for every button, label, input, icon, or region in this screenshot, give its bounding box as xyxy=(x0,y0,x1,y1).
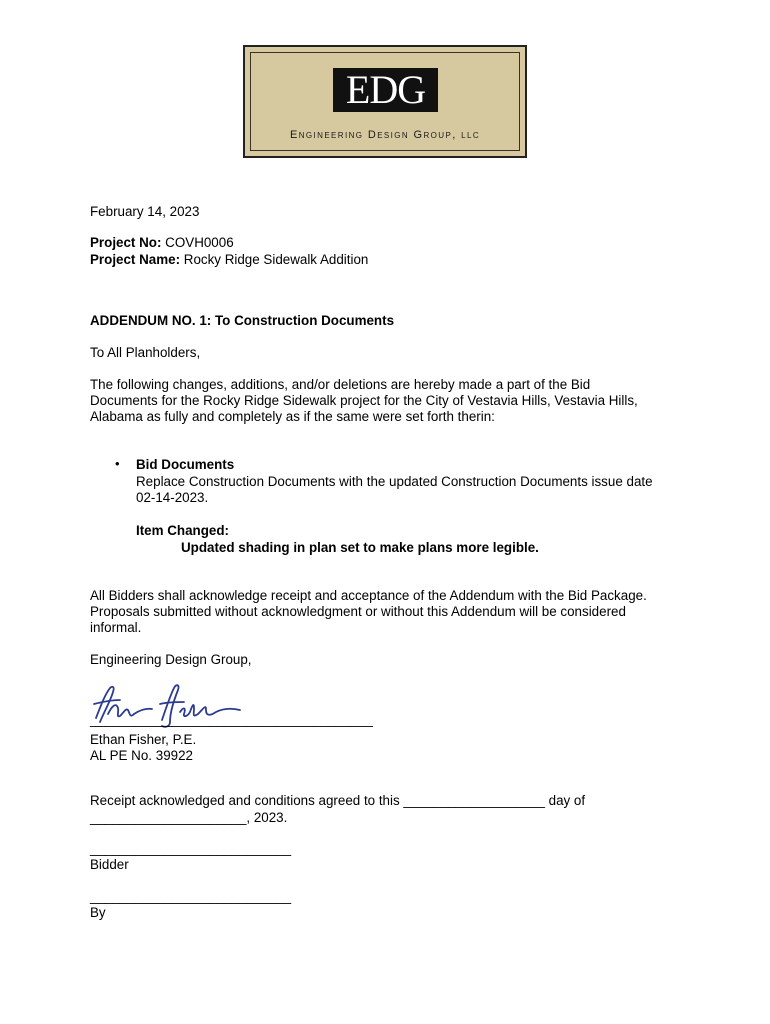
receipt-line: _____________________, 2023. xyxy=(90,810,288,825)
project-number-value: COVH0006 xyxy=(165,235,234,250)
logo-company-name: Engineering Design Group, llc xyxy=(289,129,481,141)
item-changed-text: Updated shading in plan set to make plans more legible. xyxy=(181,540,539,555)
by-blank: ___________________________ xyxy=(90,889,292,904)
project-name-value: Rocky Ridge Sidewalk Addition xyxy=(183,252,369,267)
project-number-label: Project No: xyxy=(90,235,162,250)
bidder-blank: ___________________________ xyxy=(90,841,292,856)
intro-line: Alabama as fully and completely as if the same were set forth therin: xyxy=(90,409,495,424)
project-number-row xyxy=(90,235,234,252)
bullet-marker: • xyxy=(115,456,120,471)
receipt-line: Receipt acknowledged and conditions agreed to this ___________________ day of xyxy=(90,793,586,808)
bidder-label: Bidder xyxy=(90,857,129,872)
company-logo xyxy=(243,45,527,158)
project-name-label: Project Name: xyxy=(90,252,181,267)
signature-line: ______________________________________ xyxy=(90,712,373,727)
intro-line: The following changes, additions, and/or deletions are hereby made a part of the Bid xyxy=(90,377,591,392)
signer-name: Ethan Fisher, P.E. xyxy=(90,732,197,747)
bullet-title: Bid Documents xyxy=(136,457,235,472)
salutation: To All Planholders, xyxy=(90,345,201,360)
addendum-heading: ADDENDUM NO. 1: To Construction Documents xyxy=(90,313,395,328)
bullet-text-line: Replace Construction Documents with the updated Construction Documents issue date xyxy=(136,474,653,489)
acknowledgment-line: informal. xyxy=(90,620,142,635)
acknowledgment-line: All Bidders shall acknowledge receipt and acceptance of the Addendum with the Bid Package. xyxy=(90,588,647,603)
closing: Engineering Design Group, xyxy=(90,652,252,667)
logo-mark: EDG xyxy=(333,68,438,112)
bullet-text-line: 02-14-2023. xyxy=(136,490,209,505)
acknowledgment-line: Proposals submitted without acknowledgment or without this Addendum will be considered xyxy=(90,604,626,619)
item-changed-label: Item Changed: xyxy=(136,523,229,538)
signer-license: AL PE No. 39922 xyxy=(90,748,193,763)
by-label: By xyxy=(90,905,106,920)
letter-date: February 14, 2023 xyxy=(90,204,200,219)
project-name-row xyxy=(90,252,368,269)
intro-line: Documents for the Rocky Ridge Sidewalk project for the City of Vestavia Hills, Vestavia Hills, xyxy=(90,393,638,408)
